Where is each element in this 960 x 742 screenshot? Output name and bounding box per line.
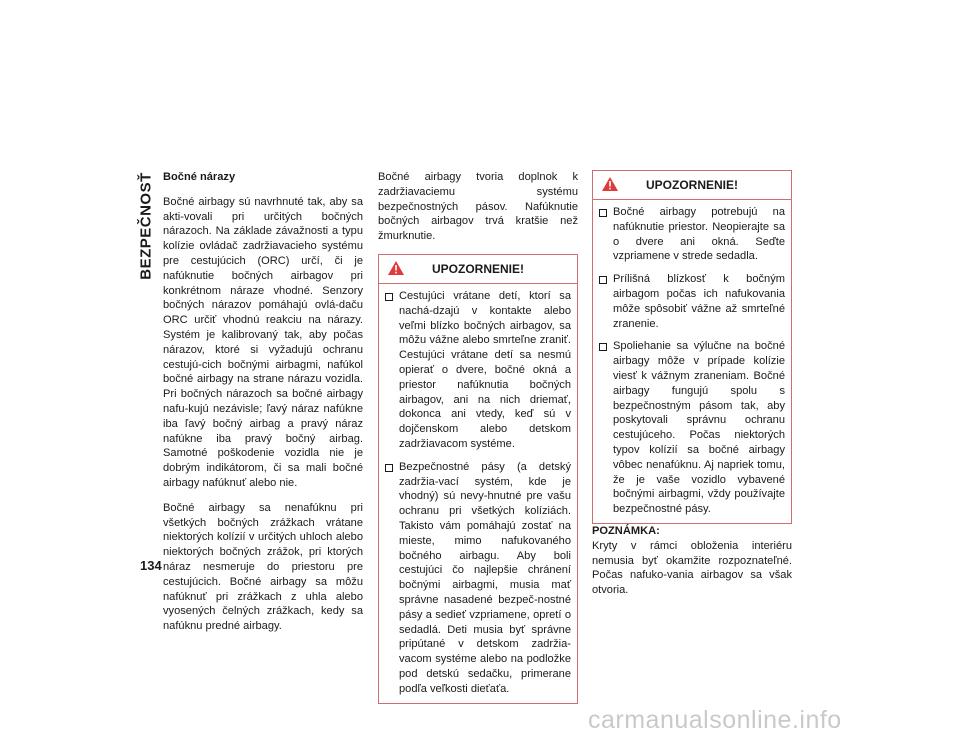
square-bullet-icon (599, 343, 607, 351)
warning-item-text: Spoliehanie sa výlučne na bočné airbagy môže v prípade kolízie viesť k vážnym zraneniam. Bočné airbagy fungujú spolu s bezpečnostným pásom tak, aby poskytovali správnu ochranu cestujúceho. Počas niektorých typov kolízií sa bočné airbagy vôbec nenafúknu. Aj napriek tomu, že je vaše vozidlo vybavené bočnými airbagmi, vždy používajte bezpečnostné pásy. (613, 340, 785, 516)
warning-triangle-icon (601, 176, 619, 192)
watermark-text: carmanualsonline.info (588, 706, 842, 734)
column-3 (592, 170, 792, 608)
section-side-label (134, 168, 158, 283)
square-bullet-icon (599, 276, 607, 284)
warning-title: UPOZORNENIE! (431, 261, 524, 276)
warning-title: UPOZORNENIE! (645, 177, 738, 192)
square-bullet-icon (599, 209, 607, 217)
section-heading: Bočné nárazy (163, 171, 236, 183)
section-label-text: BEZPEČNOSŤ (137, 171, 155, 280)
warning-list (593, 200, 791, 523)
note-text: Kryty v rámci obloženia interiéru nemusia byť okamžite rozpoznateľné. Počas nafuko-vania airbagov sa však otvoria. (592, 539, 792, 597)
warning-item (385, 289, 571, 452)
column-2 (378, 170, 578, 704)
warning-box (378, 254, 578, 704)
warning-box (592, 170, 792, 524)
warning-triangle-icon (387, 260, 405, 276)
warning-item-text: Prílišná blízkosť k bočným airbagom počas ich nafukovania môže spôsobiť vážne až smrteľné zranenie. (613, 273, 785, 330)
warning-header (379, 255, 577, 284)
warning-item (599, 205, 785, 264)
paragraph: Bočné airbagy sa nenafúknu pri všetkých bočných zrážkach vrátane niektorých kolízií v určitých uhloch alebo niektorých bočných zrážok, pri ktorých náraz nesmeruje do priestoru pre cestujúcich. Bočné airbagy sa môžu nafúknuť pri zrážkach z uhla alebo vyosených čelných zrážkach, kedy sa nafúknu predné airbagy. (163, 501, 363, 633)
square-bullet-icon (385, 293, 393, 301)
warning-item (599, 339, 785, 517)
square-bullet-icon (385, 464, 393, 472)
paragraph: Bočné airbagy sú navrhnuté tak, aby sa akti-vovali pri určitých bočných nárazoch. Na základe závažnosti a typu kolízie ovládač zadržiavacieho systému pre cestujúcich (ORC) určí, či je nafúknutie bočných airbagov pri konkrétnom náraze vhodné. Senzory bočných nárazov pomáhajú ovlá-daču ORC určiť vhodnú reakciu na nárazy. Systém je kalibrovaný tak, aby počas nárazov, ktoré si vyžadujú ochranu cestujú-cich bočnými airbagmi, nafúkol bočné airbagy na strane nárazu vozidla. Pri bočných nárazoch sa bočné airbagy nafu-kujú nezávisle; ľavý náraz nafúkne iba ľavý bočný airbag a pravý náraz nafúkne iba pravý bočný airbag. Samotné poškodenie vozidla nie je dobrým indikátorom, či sa mali bočné airbagy nafúknuť alebo nie. (163, 195, 363, 489)
warning-item-text: Bočné airbagy potrebujú na nafúknutie priestor. Neopierajte sa o dvere ani okná. Seďte vzpriamene v strede sedadla. (613, 206, 785, 263)
warning-item-text: Cestujúci vrátane detí, ktorí sa nachá-dzajú v kontakte alebo veľmi blízko bočných airbagov, sa môžu vážne alebo smrteľne zraniť. Cestujúci vrátane detí sa nesmú opierať o dvere, bočné okná a priestor nafúknutia bočných airbagov, ani na nich driemať, dokonca ani vtedy, keď sú v dojčenskom alebo detskom zadržiavacom systéme. (399, 289, 571, 450)
note-heading: POZNÁMKA: (592, 524, 660, 537)
column-1 (163, 170, 363, 644)
intro-paragraph: Bočné airbagy tvoria doplnok k zadržiavaciemu systému bezpečnostných pásov. Nafúknutie bočných airbagov trvá kratšie než žmurknutie. (378, 171, 578, 243)
warning-item (599, 272, 785, 331)
warning-item-text: Bezpečnostné pásy (a detský zadržia-vací systém, kde je vhodný) sú nevy-hnutné pre vašu ochranu pri všetkých kolíziách. Takisto vám pomáhajú zostať na mieste, mimo nafukovaného bočného airbagu. Aby boli cestujúci čo najlepšie chránení bočnými airbagmi, musia mať správne nasadené bezpeč-nostné pásy a sedieť vzpriamene, opretí o sedadlá. Deti musia byť správne pripútané v detskom zadržia-vacom systéme alebo na podložke pod detskú sedačku, primerane podľa veľkosti dieťaťa. (399, 460, 571, 695)
warning-item (385, 460, 571, 697)
warning-list (379, 284, 577, 703)
page-number: 134 (140, 558, 162, 573)
warning-header (593, 171, 791, 200)
